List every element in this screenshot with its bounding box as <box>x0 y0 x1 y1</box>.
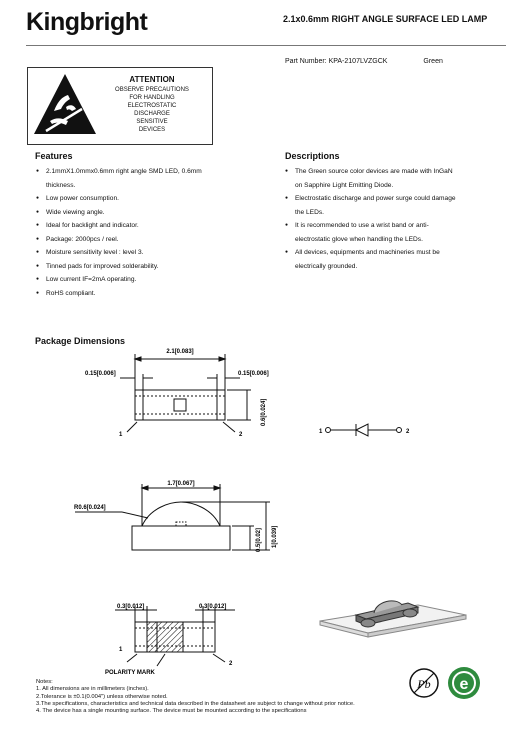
note-line: 4. The device has a single mounting surface. The device must be mounted according to the specifications <box>36 708 307 715</box>
list-item: ● Low power consumption. <box>36 192 266 206</box>
dim-bottom-left: 0.3[0.012] <box>117 604 145 610</box>
list-item: ● Moisture sensitivity level : level 3. <box>36 246 266 260</box>
dim-bottom-right: 0.3[0.012] <box>199 604 227 610</box>
list-item: ● The Green source color devices are made with InGaN <box>285 165 515 179</box>
list-item-continuation: on Sapphire Light Emitting Diode. <box>295 181 394 189</box>
dim-pad-right: 0.15[0.006] <box>238 371 269 377</box>
descriptions-heading: Descriptions <box>285 151 340 161</box>
dim-lens-width: 1.7[0.067] <box>167 481 195 487</box>
list-item-continuation: electrostatic glove when handling the LEDs. <box>295 235 423 243</box>
eco-environment-icon <box>446 665 482 701</box>
dim-thickness: 0.6[0.024] <box>261 398 267 426</box>
diode-symbol-icon <box>316 420 416 440</box>
list-item: ● Electrostatic discharge and power surge could damage <box>285 192 515 206</box>
features-list <box>36 165 266 300</box>
list-item-continuation: the LEDs. <box>295 208 324 216</box>
features-heading: Features <box>35 151 73 161</box>
list-item: ● Wide viewing angle. <box>36 206 266 220</box>
dim-total-height: 1[0.039] <box>272 525 278 548</box>
brand-logo: Kingbright <box>26 8 148 36</box>
dim-width: 2.1[0.083] <box>166 349 194 355</box>
list-item: ● It is recommended to use a wrist band or anti- <box>285 219 515 233</box>
list-item-continuation: thickness. <box>46 181 76 189</box>
list-item: ● Low current IF=2mA operating. <box>36 273 266 287</box>
svg-text:e: e <box>459 676 469 693</box>
attention-text: OBSERVE PRECAUTIONS FOR HANDLING ELECTROSTATIC DISCHARGE SENSITIVE DEVICES <box>115 87 189 133</box>
attention-title: ATTENTION <box>129 75 175 84</box>
svg-text:Pb: Pb <box>417 677 431 691</box>
lead-free-icon <box>408 667 440 699</box>
dim-radius: R0.6[0.024] <box>74 505 106 511</box>
top-view-drawing <box>75 342 305 442</box>
dim-pad-left: 0.15[0.006] <box>85 371 116 377</box>
note-line: 1. All dimensions are in millimeters (inches). <box>36 686 149 693</box>
bottom-view-drawing <box>95 598 255 678</box>
list-item: ● Package: 2000pcs / reel. <box>36 233 266 247</box>
list-item: ● 2.1mmX1.0mmx0.6mm right angle SMD LED, 0.6mm <box>36 165 266 179</box>
side-view-drawing <box>70 478 300 558</box>
bottom-pin-2: 2 <box>229 661 233 667</box>
part-number-line <box>285 58 443 65</box>
list-item: ● All devices, equipments and machineries must be <box>285 246 515 260</box>
list-item: ● Tinned pads for improved solderability. <box>36 260 266 274</box>
part-number: Part Number: KPA-2107LVZGCK <box>285 58 388 65</box>
pin-2-label: 2 <box>239 432 243 438</box>
polarity-mark-label: POLARITY MARK <box>105 670 155 676</box>
descriptions-list <box>285 165 515 273</box>
part-color: Green <box>423 58 443 65</box>
notes-title: Notes: <box>36 679 53 685</box>
list-item-continuation: electrically grounded. <box>295 262 358 270</box>
header-divider <box>26 45 506 46</box>
dim-body-height: 0.5[0.02] <box>256 527 262 552</box>
notes-block <box>36 679 355 715</box>
diode-pin-2: 2 <box>406 429 410 435</box>
package-heading: Package Dimensions <box>35 336 126 346</box>
pin-1-label: 1 <box>119 432 123 438</box>
note-line: 2.Tolerance is ±0.1(0.004") unless otherwise noted. <box>36 693 168 700</box>
bottom-pin-1: 1 <box>119 647 123 653</box>
note-line: 3.The specifications, characteristics and technical data described in the datasheet are subject to change without prior notice. <box>36 700 355 707</box>
led-3d-view-image <box>318 585 468 640</box>
list-item: ● RoHS compliant. <box>36 287 266 301</box>
page-title: 2.1x0.6mm RIGHT ANGLE SURFACE LED LAMP <box>283 14 488 24</box>
esd-warning-icon <box>32 71 98 137</box>
list-item: ● Ideal for backlight and indicator. <box>36 219 266 233</box>
diode-pin-1: 1 <box>319 429 323 435</box>
